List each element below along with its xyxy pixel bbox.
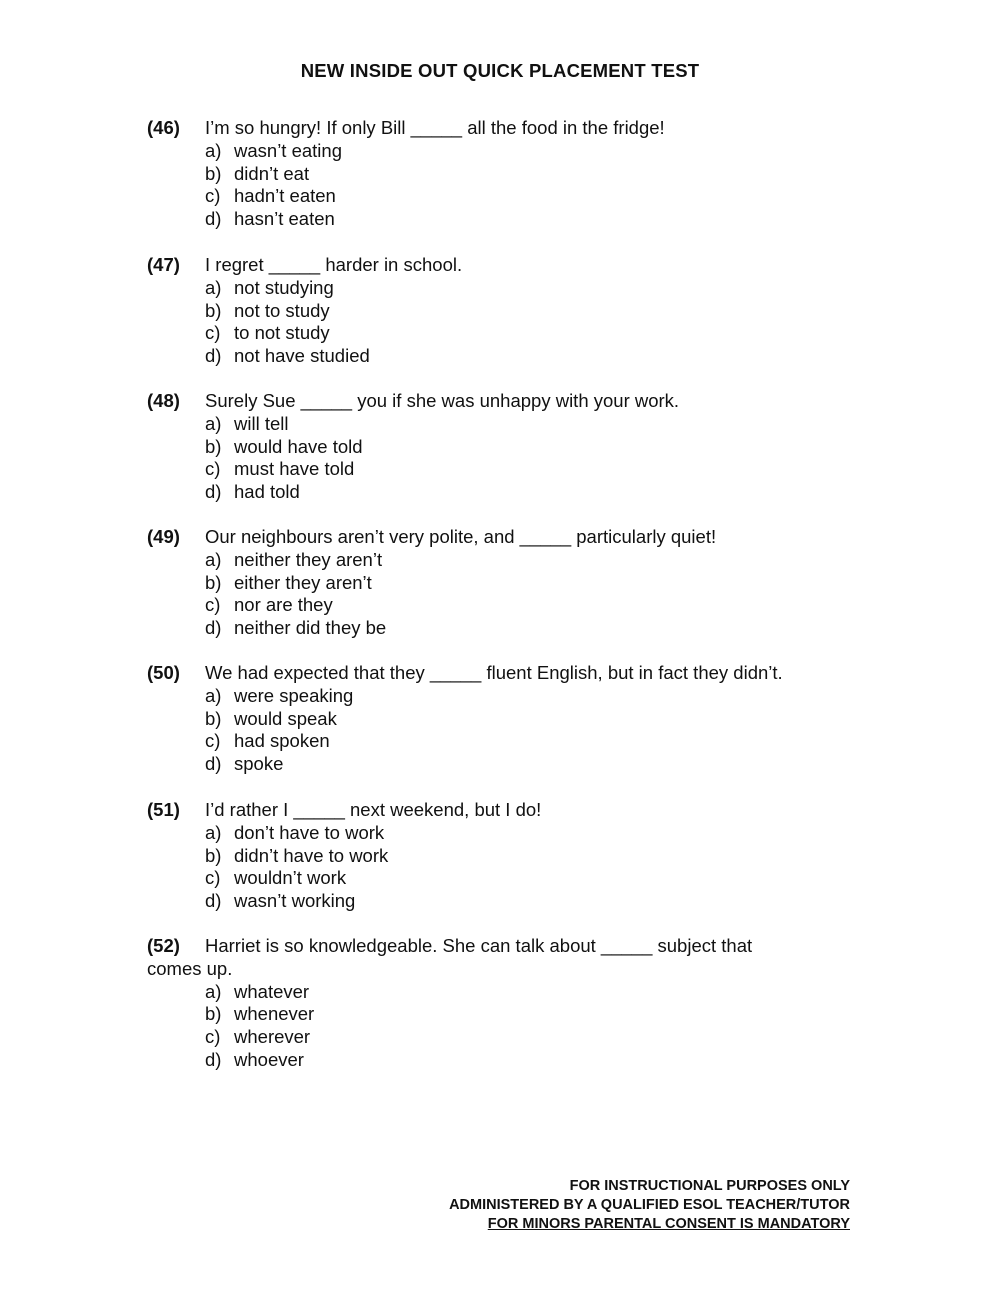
option-letter: a) [205,821,222,843]
option-text: will tell [234,412,289,434]
answer-option [147,140,867,163]
footer-line-1: FOR INSTRUCTIONAL PURPOSES ONLY [569,1178,850,1194]
option-letter: b) [205,844,222,866]
option-text: to not study [234,322,330,344]
option-letter: c) [205,1026,221,1047]
option-letter: b) [205,162,222,184]
question-text: Our neighbours aren’t very polite, and _____ particularly quiet! [205,526,717,547]
option-text: would have told [234,435,363,457]
option-text: had told [234,481,300,502]
option-text: don’t have to work [234,821,385,843]
option-text: not studying [234,276,334,298]
option-text: whenever [234,1003,315,1025]
answer-option [147,572,867,595]
footer-line-3: FOR MINORS PARENTAL CONSENT IS MANDATORY [487,1216,850,1232]
question-number: (47) [147,254,180,275]
answer-option [147,549,867,572]
option-text: whoever [234,1048,304,1070]
answer-option [147,685,867,708]
question-1 [147,254,867,368]
question-stem [147,935,867,958]
option-text: neither they aren’t [234,548,383,570]
answer-option [147,277,867,300]
answer-option [147,413,867,436]
option-text: hasn’t eaten [234,208,335,229]
option-text: spoke [234,753,284,774]
question-stem [147,526,867,549]
answer-option [147,208,867,231]
option-letter: d) [205,208,222,229]
option-text: not to study [234,299,330,321]
option-letter: d) [205,481,222,502]
question-text: Harriet is so knowledgeable. She can talk about _____ subject that [205,935,753,956]
option-text: didn’t have to work [234,844,389,866]
answer-option [147,845,867,868]
option-letter: b) [205,1003,222,1025]
option-letter: a) [205,139,222,161]
question-stem [147,254,867,277]
footer [449,1177,850,1234]
option-letter: a) [205,548,222,570]
option-text: whatever [234,980,310,1002]
option-text: wasn’t working [234,890,356,911]
question-6 [147,935,867,1072]
answer-option [147,890,867,913]
question-text: I regret _____ harder in school. [205,254,463,275]
question-3 [147,526,867,640]
option-text: neither did they be [234,617,387,638]
question-number: (46) [147,117,180,138]
question-stem [147,799,867,822]
answer-option [147,436,867,459]
question-4 [147,662,867,776]
option-text: either they aren’t [234,571,372,593]
answer-option [147,458,867,481]
option-letter: b) [205,435,222,457]
option-letter: b) [205,707,222,729]
question-stem [147,390,867,413]
option-text: hadn’t eaten [234,185,336,207]
option-text: must have told [234,458,355,480]
answer-option [147,730,867,753]
option-letter: d) [205,1048,222,1070]
question-number: (51) [147,799,180,820]
option-letter: b) [205,571,222,593]
option-text: wherever [234,1026,311,1047]
option-letter: d) [205,890,222,911]
question-number: (50) [147,662,180,683]
answer-option [147,345,867,368]
question-stem [147,117,867,140]
question-2 [147,390,867,504]
question-0 [147,117,867,231]
option-text: would speak [234,707,337,729]
option-letter: d) [205,753,222,774]
option-text: had spoken [234,730,330,752]
question-number: (48) [147,390,180,411]
option-letter: c) [205,185,221,207]
option-letter: c) [205,730,221,752]
option-text: not have studied [234,345,370,366]
question-number: (52) [147,935,180,956]
option-letter: d) [205,345,222,366]
question-text: I’m so hungry! If only Bill _____ all the food in the fridge! [205,117,665,138]
question-text: I’d rather I _____ next weekend, but I do! [205,799,542,820]
answer-option [147,1026,867,1049]
question-text: Surely Sue _____ you if she was unhappy with your work. [205,390,680,411]
question-text: We had expected that they _____ fluent English, but in fact they didn’t. [205,662,783,683]
option-letter: c) [205,594,221,616]
answer-option [147,300,867,323]
answer-option [147,322,867,345]
option-letter: c) [205,867,221,889]
option-letter: c) [205,458,221,480]
option-text: were speaking [234,684,354,706]
option-letter: c) [205,322,221,344]
option-letter: a) [205,684,222,706]
option-letter: a) [205,980,222,1002]
option-letter: b) [205,299,222,321]
answer-option [147,867,867,890]
answer-option [147,1049,867,1072]
footer-line-2: ADMINISTERED BY A QUALIFIED ESOL TEACHER/TUTOR [449,1197,850,1213]
answer-option [147,981,867,1004]
answer-option [147,163,867,186]
option-text: didn’t eat [234,162,310,184]
answer-option [147,481,867,504]
option-text: nor are they [234,594,333,616]
question-stem [147,662,867,685]
option-text: wasn’t eating [234,139,342,161]
option-letter: a) [205,276,222,298]
answer-option [147,753,867,776]
answer-option [147,708,867,731]
question-text-continued: comes up. [147,957,233,979]
option-text: wouldn’t work [234,867,347,889]
answer-option [147,185,867,208]
answer-option [147,617,867,640]
question-number: (49) [147,526,180,547]
page-title: NEW INSIDE OUT QUICK PLACEMENT TEST [300,60,700,81]
answer-option [147,1003,867,1026]
option-letter: d) [205,617,222,638]
question-5 [147,799,867,913]
answer-option [147,594,867,617]
answer-option [147,822,867,845]
option-letter: a) [205,412,222,434]
